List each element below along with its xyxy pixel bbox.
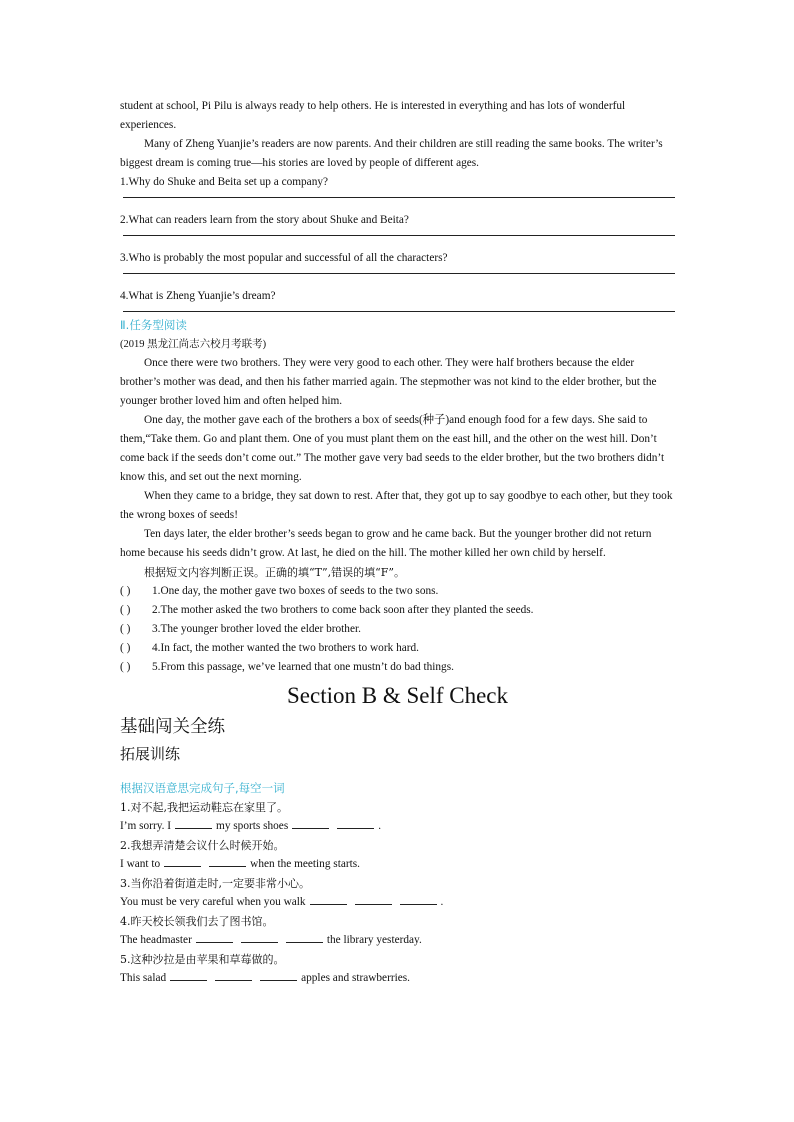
tf-statement-1 <box>120 582 675 601</box>
tf-statement-text: 1.One day, the mother gave two boxes of seeds to the two sons. <box>152 585 439 597</box>
section-subtitle-basic: 基础闯关全练 <box>120 717 225 737</box>
question-3: 3.Who is probably the most popular and successful of all the characters? <box>120 252 448 264</box>
story-paragraph-2: One day, the mother gave each of the brothers a box of seeds(种子)and enough food for a few days. She said to them,“Take them. Go and plant them. One of you must plant them on the east hill, and the other on the west hill. Don’t come back if the seeds don’t come out.” The mother gave very bad seeds to the elder brother, but the two brothers didn’t know this, and set out the next morning. <box>120 414 665 483</box>
blank-field[interactable] <box>164 855 201 867</box>
blank-field[interactable] <box>241 931 278 943</box>
question-4: 4.What is Zheng Yuanjie’s dream? <box>120 290 276 302</box>
section-title: Section B & Self Check <box>286 683 509 708</box>
translation-sentence-3 <box>120 893 675 912</box>
sentence-text: The headmaster <box>120 934 192 946</box>
story-paragraph-4: Ten days later, the elder brother’s seeds began to grow and he came back. But the younger brother did not return home because his seeds didn’t grow. At last, he died on the hill. The mother killed her own child by herself. <box>120 528 652 559</box>
sentence-text: the library yesterday. <box>326 934 422 946</box>
story-paragraph-3: When they came to a bridge, they sat down to rest. After that, they got up to say goodbye to each other, but they took the wrong boxes of seeds! <box>120 490 673 521</box>
reading-paragraph-1: student at school, Pi Pilu is always ready to help others. He is interested in everything and has lots of wonderful experiences. <box>120 100 626 131</box>
tf-statement-text: 2.The mother asked the two brothers to come back soon after they planted the seeds. <box>152 604 534 616</box>
sentence-text: my sports shoes <box>216 820 289 832</box>
tf-answer-box-4[interactable]: ( ) <box>120 642 131 654</box>
blank-field[interactable] <box>196 931 233 943</box>
translation-sentence-5 <box>120 969 675 988</box>
tf-statement-5 <box>120 658 675 677</box>
sentence-text: You must be very careful when you walk <box>120 896 306 908</box>
answer-line-1[interactable] <box>123 197 675 198</box>
reading-paragraph-2: Many of Zheng Yuanjie’s readers are now parents. And their children are still reading the same books. The writer’s biggest dream is coming true—his stories are loved by people of different ages. <box>120 138 663 169</box>
task-reading-source: (2019 黑龙江尚志六校月考联考) <box>120 339 267 350</box>
blank-field[interactable] <box>260 969 297 981</box>
translation-sentence-1 <box>120 817 675 836</box>
tf-statement-text: 3.The younger brother loved the elder brother. <box>152 623 361 635</box>
translation-prompt-2: 2.我想弄清楚会议什么时候开始。 <box>120 839 285 852</box>
translation-prompt-4: 4.昨天校长领我们去了图书馆。 <box>120 915 274 928</box>
worksheet-page <box>120 97 675 988</box>
translation-sentence-2 <box>120 855 675 874</box>
blank-field[interactable] <box>209 855 246 867</box>
sentence-text: when the meeting starts. <box>250 858 360 870</box>
tf-statement-2 <box>120 601 675 620</box>
tf-answer-box-2[interactable]: ( ) <box>120 604 131 616</box>
blank-field[interactable] <box>170 969 207 981</box>
section-subtitle-extended: 拓展训练 <box>120 745 181 763</box>
sentence-text: . <box>440 896 444 908</box>
question-2: 2.What can readers learn from the story about Shuke and Beita? <box>120 214 409 226</box>
translation-sentence-4 <box>120 931 675 950</box>
exercise-heading: 根据汉语意思完成句子,每空一词 <box>120 781 285 795</box>
translation-prompt-5: 5.这种沙拉是由苹果和草莓做的。 <box>120 953 285 966</box>
question-1: 1.Why do Shuke and Beita set up a company? <box>120 176 328 188</box>
sentence-text: This salad <box>120 972 167 984</box>
blank-field[interactable] <box>400 893 437 905</box>
blank-field[interactable] <box>337 817 374 829</box>
translation-prompt-1: 1.对不起,我把运动鞋忘在家里了。 <box>120 801 288 814</box>
task-reading-heading: Ⅱ.任务型阅读 <box>120 318 187 332</box>
blank-field[interactable] <box>292 817 329 829</box>
answer-line-4[interactable] <box>123 311 675 312</box>
story-paragraph-1: Once there were two brothers. They were very good to each other. They were half brothers because the elder brother’s mother was dead, and then his father married again. The stepmother was not kind to the elder brother, but the younger brother loved him and often helped him. <box>120 357 657 407</box>
tf-answer-box-5[interactable]: ( ) <box>120 661 131 673</box>
answer-line-2[interactable] <box>123 235 675 236</box>
sentence-text: I’m sorry. I <box>120 820 172 832</box>
sentence-text: . <box>378 820 382 832</box>
answer-line-3[interactable] <box>123 273 675 274</box>
sentence-text: apples and strawberries. <box>301 972 410 984</box>
sentence-text: I want to <box>120 858 161 870</box>
blank-field[interactable] <box>286 931 323 943</box>
blank-field[interactable] <box>310 893 347 905</box>
blank-field[interactable] <box>215 969 252 981</box>
blank-field[interactable] <box>355 893 392 905</box>
tf-statement-text: 5.From this passage, we’ve learned that one mustn’t do bad things. <box>152 661 454 673</box>
tf-statement-text: 4.In fact, the mother wanted the two brothers to work hard. <box>152 642 419 654</box>
translation-prompt-3: 3.当你沿着街道走时,一定要非常小心。 <box>120 877 310 890</box>
tf-answer-box-1[interactable]: ( ) <box>120 585 131 597</box>
tf-instruction: 根据短文内容判断正误。正确的填“T”,错误的填“F”。 <box>144 566 405 579</box>
tf-answer-box-3[interactable]: ( ) <box>120 623 131 635</box>
tf-statement-3 <box>120 620 675 639</box>
tf-statement-4 <box>120 639 675 658</box>
blank-field[interactable] <box>175 817 212 829</box>
